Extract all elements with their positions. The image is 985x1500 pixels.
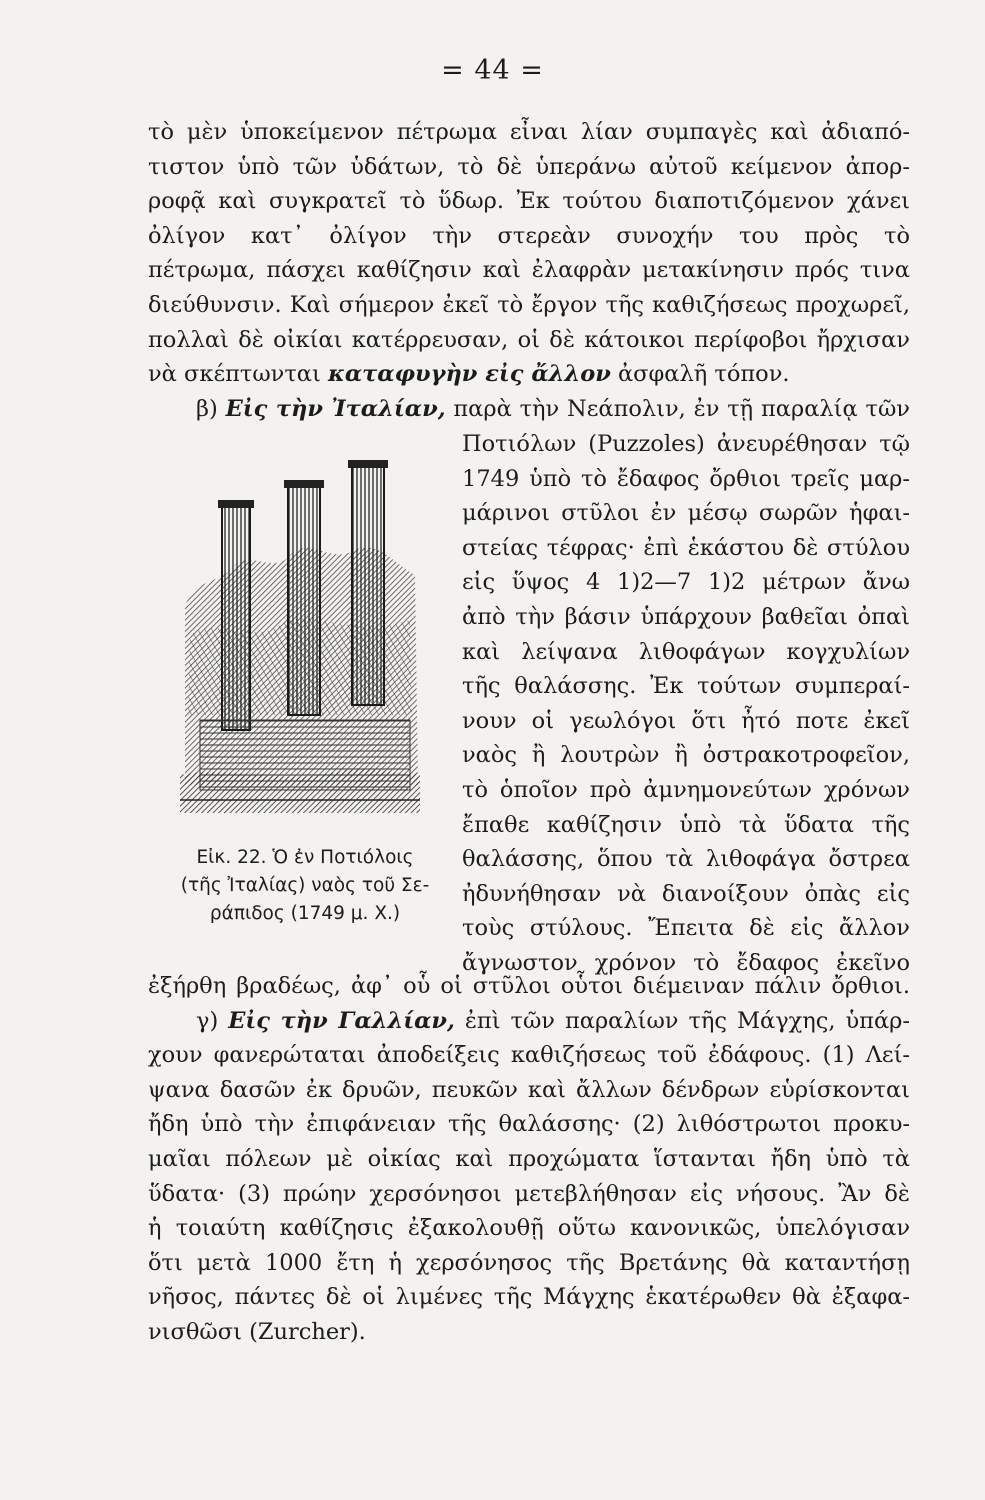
text-line: πέτρωμα, πάσχει καθίζησιν καὶ ἐλαφρὰν μετακίνησιν πρός τινα bbox=[148, 257, 910, 284]
text-line: θαλάσσης, ὅπου τὰ λιθοφάγα ὄστρεα bbox=[462, 846, 910, 873]
text-line: διεύθυνσιν. Καὶ σήμερον ἐκεῖ τὸ ἔργον τῆς καθιζήσεως προχωρεῖ, bbox=[148, 291, 910, 318]
text-line: στείας τέφρας· ἐπὶ ἑκάστου δὲ στύλου bbox=[462, 534, 910, 561]
caption-line: ράπιδος (1749 μ. Χ.) bbox=[209, 903, 401, 924]
text-line: ναὸς ἢ λουτρὼν ἢ ὀστρακοτροφεῖον, bbox=[462, 742, 910, 769]
text-line: τῆς θαλάσσης. Ἐκ τούτων συμπεραί- bbox=[462, 673, 910, 700]
text-line: τοὺς στύλους. Ἔπειτα δὲ εἰς ἄλλον bbox=[462, 915, 910, 942]
text-line: ψανα δασῶν ἐκ δρυῶν, πευκῶν καὶ ἄλλων δένδρων εὑρίσκονται bbox=[148, 1076, 910, 1103]
section-heading: Εἰς τὴν Ἰταλίαν, bbox=[225, 396, 446, 422]
text-line: ἡ τοιαύτη καθίζησις ἐξακολουθῇ οὕτω κανονικῶς, ὑπελόγισαν bbox=[148, 1215, 910, 1242]
line-text: παρὰ τὴν Νεάπολιν, ἐν τῇ παραλίᾳ τῶν bbox=[445, 396, 910, 422]
text-line: ροφᾷ καὶ συγκρατεῖ τὸ ὕδωρ. Ἐκ τούτου διαποτιζόμενον χάνει bbox=[148, 188, 910, 215]
caption-line: Εἰκ. 22. Ὁ ἐν Ποτιόλοις bbox=[196, 847, 414, 868]
paragraph-top bbox=[148, 115, 910, 392]
text-line: εἰς ὕψος 4 1)2—7 1)2 μέτρων ἄνω bbox=[462, 569, 910, 596]
text-line: νουν οἱ γεωλόγοι ὅτι ἦτό ποτε ἐκεῖ bbox=[462, 707, 910, 734]
figure-caption bbox=[160, 844, 450, 928]
text-line: ἐξήρθη βραδέως, ἀφ᾽ οὗ οἱ στῦλοι οὗτοι διέμειναν πάλιν ὄρθιοι. bbox=[148, 973, 910, 999]
serapis-temple-engraving-icon bbox=[180, 455, 420, 815]
text-line: ἔπαθε καθίζησιν ὑπὸ τὰ ὕδατα τῆς bbox=[462, 811, 910, 838]
text-line: μάρινοι στῦλοι ἐν μέσῳ σωρῶν ἡφαι- bbox=[462, 500, 910, 527]
text-line: ὕδατα· (3) πρώην χερσόνησοι μετεβλήθησαν εἰς νήσους. Ἂν δὲ bbox=[148, 1180, 910, 1207]
text-line: ὅτι μετὰ 1000 ἔτη ἡ χερσόνησος τῆς Βρετάνης θὰ καταντήσῃ bbox=[148, 1249, 910, 1276]
text-line: Ποτιόλων (Puzzoles) ἀνευρέθησαν τῷ bbox=[462, 431, 910, 457]
section-heading: Εἰς τὴν Γαλλίαν, bbox=[228, 1007, 455, 1034]
text-line: ἠδυνήθησαν νὰ διανοίξουν ὀπὰς εἰς bbox=[462, 880, 910, 907]
text-line: τὸ ὁποῖον πρὸ ἀμνημονεύτων χρόνων bbox=[462, 776, 910, 803]
line-text: νὰ σκέπτωνται bbox=[148, 361, 328, 388]
text-line bbox=[148, 357, 910, 392]
text-line: καὶ λείψανα λιθοφάγων κογχυλίων bbox=[462, 638, 910, 665]
paragraph-italy-body bbox=[462, 427, 910, 981]
text-line: τιστον ὑπὸ τῶν ὑδάτων, τὸ δὲ ὑπεράνω αὐτοῦ κείμενον ἀπορ- bbox=[148, 153, 910, 180]
line-text: ἐπὶ τῶν παραλίων τῆς Μάγχης, ὑπάρ- bbox=[454, 1007, 910, 1034]
emphasis-text: καταφυγὴν εἰς ἄλλον bbox=[327, 361, 611, 388]
text-line bbox=[148, 392, 910, 427]
section-letter: γ) bbox=[196, 1007, 229, 1034]
paragraph-bottom bbox=[148, 969, 910, 1350]
text-line: τὸ μὲν ὑποκείμενον πέτρωμα εἶναι λίαν συμπαγὲς καὶ ἀδιαπό- bbox=[148, 119, 910, 145]
section-letter: β) bbox=[196, 396, 226, 422]
text-line: πολλαὶ δὲ οἰκίαι κατέρρευσαν, οἱ δὲ κάτοικοι περίφοβοι ἤρχισαν bbox=[148, 326, 910, 353]
text-line: ἄγνωστον χρόνον τὸ ἔδαφος ἐκεῖνο bbox=[462, 949, 910, 976]
text-line bbox=[148, 1004, 910, 1039]
text-line: νῆσος, πάντες δὲ οἱ λιμένες τῆς Μάγχης ἑκατέρωθεν θὰ ἐξαφα- bbox=[148, 1284, 910, 1311]
line-text: ἀσφαλῆ τόπον. bbox=[610, 361, 790, 388]
text-line: 1749 ὑπὸ τὸ ἔδαφος ὄρθιοι τρεῖς μαρ- bbox=[462, 465, 910, 492]
text-line: ἤδη ὑπὸ τὴν ἐπιφάνειαν τῆς θαλάσσης· (2) λιθόστρωτοι προκυ- bbox=[148, 1111, 910, 1138]
temple-illustration bbox=[180, 455, 420, 815]
text-line: ὀλίγον κατ᾽ ὀλίγον τὴν στερεὰν συνοχήν του πρὸς τὸ bbox=[148, 222, 910, 249]
caption-line: (τῆς Ἰταλίας) ναὸς τοῦ Σε- bbox=[180, 875, 430, 896]
text-line: χουν φανερώταται ἀποδείξεις καθιζήσεως τοῦ ἐδάφους. (1) Λεί- bbox=[148, 1042, 910, 1069]
paragraph-italy-heading bbox=[148, 392, 910, 427]
page-number: = 44 = bbox=[441, 55, 544, 86]
text-line: μαῖαι πόλεων μὲ οἰκίας καὶ προχώματα ἵστανται ἤδη ὑπὸ τὰ bbox=[148, 1145, 910, 1172]
text-line: νισθῶσι (Zurcher). bbox=[148, 1318, 366, 1345]
text-line: ἀπὸ τὴν βάσιν ὑπάρχουν βαθεῖαι ὀπαὶ bbox=[462, 603, 910, 630]
